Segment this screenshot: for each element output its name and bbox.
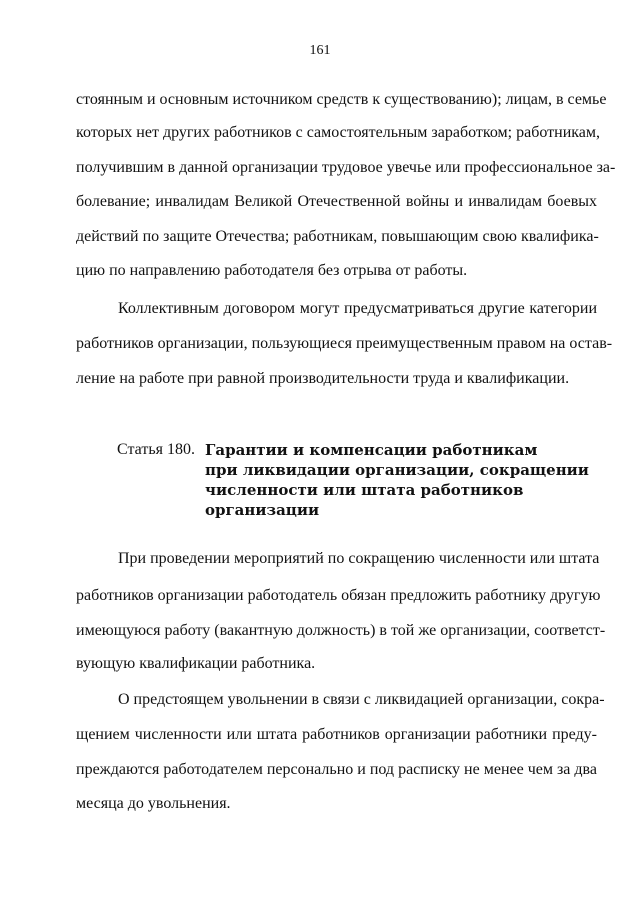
paragraph-3-line-4: вующую квалификации работника. [76,655,316,672]
paragraph-3-line-3: имеющуюся работу (вакантную должность) в той же организации, соответст- [76,622,606,639]
paragraph-1-line-3: получившим в данной организации трудовое увечье или профессиональное за- [76,159,616,176]
article-title-line-4: организации [205,501,320,519]
paragraph-4-line-4: месяца до увольнения. [76,795,231,812]
page-number: 161 [309,43,331,58]
paragraph-2-line-3: ление на работе при равной производительности труда и квалификации. [76,370,570,387]
article-title-line-3: численности или штата работников [205,481,524,499]
paragraph-1-line-4: болевание; инвалидам Великой Отечественной войны и инвалидам боевых [76,193,597,210]
paragraph-4-line-2: щением численности или штата работников организации работники преду- [76,726,597,743]
article-number: Статья 180. [117,441,195,458]
article-title-line-1: Гарантии и компенсации работникам [205,441,538,459]
article-title-line-2: при ликвидации организации, сокращении [205,461,589,479]
paragraph-2-line-1: Коллективным договором могут предусматриваться другие категории [118,300,597,317]
paragraph-2-line-2: работников организации, пользующиеся преимущественным правом на остав- [76,335,613,352]
paragraph-1-line-2: которых нет других работников с самостоятельным заработком; работникам, [76,124,601,141]
paragraph-1-line-5: действий по защите Отечества; работникам, повышающим свою квалифика- [76,228,599,245]
paragraph-1-line-1: стоянным и основным источником средств к существованию); лицам, в семье [76,91,607,108]
paragraph-3-line-1: При проведении мероприятий по сокращению численности или штата [118,550,600,567]
paragraph-1-line-6: цию по направлению работодателя без отрыва от работы. [76,262,468,279]
paragraph-3-line-2: работников организации работодатель обязан предложить работнику другую [76,587,601,604]
paragraph-4-line-1: О предстоящем увольнении в связи с ликвидацией организации, сокра- [118,691,605,708]
paragraph-4-line-3: преждаются работодателем персонально и под расписку не менее чем за два [76,761,597,778]
